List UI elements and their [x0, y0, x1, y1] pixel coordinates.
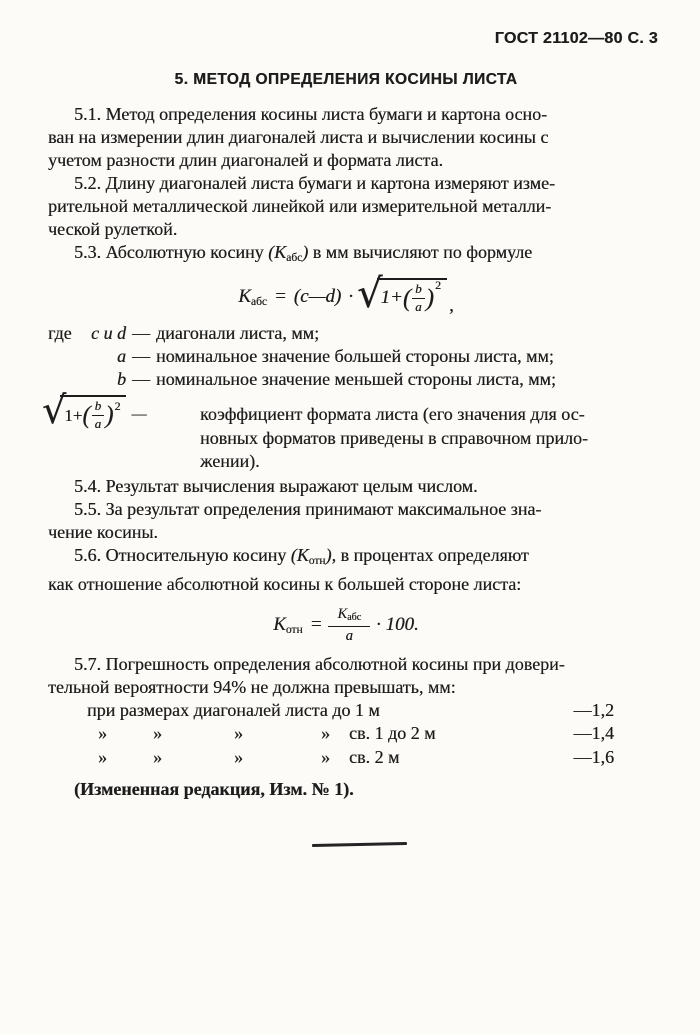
text-line: новных форматов приведены в справочном прило- [200, 427, 588, 448]
tolerance-condition: св. 1 до 2 м [349, 723, 436, 744]
where-row-a [48, 345, 644, 368]
fraction-kabs-a [328, 606, 370, 645]
ditto-mark: » [98, 746, 107, 767]
radical-sign: √ [42, 388, 67, 432]
tolerance-value: —1,6 [573, 746, 614, 767]
paragraph-5-6 [48, 544, 644, 596]
dash: — [132, 323, 150, 343]
term-description: номинальное значение большей стороны листа, мм; [156, 346, 554, 366]
formula-lhs: $К_{отн}$ [273, 614, 303, 637]
text-line: 5.7. Погрешность определения абсолютной косины при довери- [74, 653, 565, 674]
paragraph-5-4 [48, 475, 644, 498]
radicand: 1+ ( $\frac{b}{a}$ ) $^2$ [377, 278, 447, 315]
fraction-numerator: $К_{абс}$ [328, 606, 370, 627]
text-line: ван на измерении длин диагоналей листа и вычислении косины с [48, 127, 549, 147]
ditto-mark: » [234, 746, 243, 767]
ditto-mark: » [153, 723, 162, 744]
radicand: 1+ ( $\frac{b}{a}$ ) $^2$ [60, 395, 126, 432]
text-line [48, 241, 644, 270]
tolerance-row [48, 746, 644, 770]
variable-k-abs: $(К_{абс})$ [268, 242, 309, 264]
paragraph-5-3 [48, 241, 644, 270]
text-line: тельной вероятности 94% не должна превышать, мм: [48, 676, 456, 697]
where-row-cd [48, 322, 644, 345]
text-fragment: 5.6. Относительную косину [74, 544, 291, 565]
fraction-b-a: $\frac{b}{a}$ [92, 399, 105, 432]
paragraph-5-1 [48, 103, 644, 172]
multiplier: · 100. [376, 614, 419, 636]
dash: — [132, 369, 150, 389]
where-row-b [48, 368, 644, 391]
multiplication-dot: · [348, 286, 353, 307]
text-line: 5.4. Результат вычисления выражают целым числом. [74, 475, 478, 496]
radical-sign: √ [357, 271, 383, 317]
paragraph-5-7 [48, 653, 644, 699]
text-line: 5.5. За результат определения принимают максимальное зна- [74, 498, 542, 519]
variable-k-rel: $(К_{отн})$, [290, 544, 336, 567]
text-line [48, 544, 644, 573]
term-description: диагонали листа, мм; [156, 323, 320, 343]
text-line: 5.1. Метод определения косины листа бумаги и картона осно- [74, 104, 548, 124]
term-description: номинальное значение меньшей стороны листа, мм; [156, 369, 556, 389]
formula-relative-skew [48, 606, 644, 645]
formula-absolute-skew [48, 271, 644, 317]
where-row-format-coefficient [42, 388, 644, 474]
paragraph-5-2 [48, 172, 644, 241]
ditto-mark: » [153, 746, 162, 767]
text-line: учетом разности длин диагоналей и формата листа. [48, 150, 443, 170]
difference-term: (c—d) [293, 286, 342, 307]
fraction-b-a: $\frac{b}{a}$ [412, 282, 425, 315]
text-line: (Измененная редакция, Изм. № 1). [74, 779, 354, 800]
where-definitions [42, 322, 644, 474]
term-symbol: c и d [91, 323, 126, 343]
where-lead: где [48, 323, 72, 343]
ditto-mark: » [98, 723, 107, 744]
comma: , [448, 295, 454, 316]
tolerance-value: —1,4 [573, 723, 614, 744]
text-fragment: 5.3. Абсолютную косину [74, 242, 269, 262]
term-description [200, 403, 644, 474]
text-line: коэффициент формата листа (его значения для ос- [200, 404, 585, 424]
square-root [357, 271, 454, 317]
document-reference: ГОСТ 21102—80 С. 3 [494, 30, 658, 47]
tolerance-table [48, 699, 644, 770]
text-line: 5.2. Длину диагоналей листа бумаги и картона измеряют изме- [74, 173, 556, 193]
text-line: жении). [200, 451, 260, 471]
paragraph-5-5 [48, 498, 644, 544]
dash: — [131, 403, 147, 423]
section-end-rule [312, 842, 407, 847]
tolerance-value: —1,2 [573, 699, 614, 720]
text-fragment: в процентах определяют [335, 544, 529, 565]
equals-sign: = [273, 286, 287, 307]
dash: — [132, 346, 150, 366]
equals-sign: = [309, 614, 323, 636]
ditto-mark: » [234, 723, 243, 744]
text-line: чение косины. [48, 521, 158, 542]
amendment-note [48, 779, 644, 800]
section-title: 5. МЕТОД ОПРЕДЕЛЕНИЯ КОСИНЫ ЛИСТА [174, 71, 518, 88]
formula-lhs: $К_{абс}$ [238, 286, 267, 308]
term-symbol: b [117, 369, 126, 389]
text-fragment: в мм вычисляют по формуле [308, 242, 533, 262]
format-coefficient-radical [42, 388, 198, 432]
tolerance-row [48, 722, 644, 746]
text-line: как отношение абсолютной косины к большей стороне листа: [48, 573, 522, 594]
fraction-denominator: a [345, 627, 353, 644]
text-line: ческой рулеткой. [48, 219, 178, 239]
tolerance-condition: при размерах диагоналей листа до 1 м [87, 699, 380, 720]
ditto-mark: » [321, 746, 330, 767]
tolerance-condition: св. 2 м [349, 746, 400, 767]
ditto-mark: » [321, 723, 330, 744]
tolerance-row [48, 699, 644, 723]
text-line: рительной металлической линейкой или измерительной металли- [48, 196, 552, 216]
term-symbol: a [117, 346, 126, 366]
